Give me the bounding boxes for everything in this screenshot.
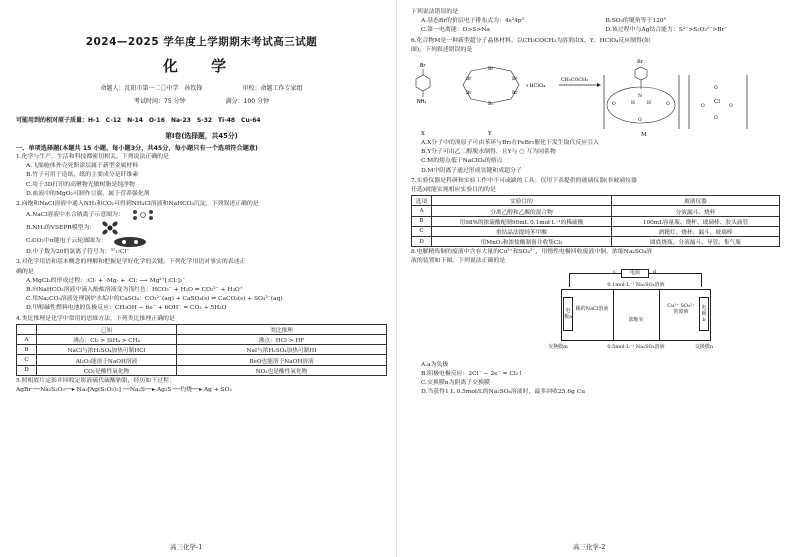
exam-time: 考试时间：75 分钟	[134, 98, 186, 105]
o-label: O	[714, 116, 718, 122]
question-8	[411, 248, 780, 397]
table-cell: 圆底烧瓶、分液漏斗、导管、集气瓶	[612, 236, 780, 246]
h-label: H	[647, 101, 651, 107]
table-header: 类比推理	[177, 324, 387, 334]
right-page	[397, 0, 794, 557]
q8-option-a: A.a为负极	[421, 361, 449, 368]
q8-option-d: D.当获得1 L 0.5mol/L的Na₂SO₄溶液时，最多回收25.6g Cu	[421, 389, 586, 396]
analogy-table	[16, 324, 387, 376]
q8-option-b: B.阳极电极反应：2Cl⁻ − 2e⁻ = Cl₂↑	[421, 370, 524, 377]
q3-option-d: D.甲醇碱性燃料电池的负极反应：CH₃OH − 6e⁻ + 6OH⁻ = CO₂ + 5H₂O	[26, 305, 227, 312]
volume-heading: 第Ⅰ卷(选择题，共45分)	[165, 132, 238, 140]
h-label: H	[631, 101, 635, 107]
table-header: 选项	[412, 196, 432, 206]
table-row	[412, 226, 780, 236]
q4-stem: 4.类比推理是化学中常用的思维方法，下列类比推理正确的是	[16, 315, 175, 322]
table-cell: 100mL容量瓶、烧杯、玻璃棒、胶头滴管	[612, 216, 780, 226]
o-label: O	[612, 102, 616, 108]
question-2	[16, 200, 387, 257]
q5-stem: 5.照相底片定影并回收定影液硫代硫酸钠银，经历如下过程：	[16, 377, 175, 384]
q3-stem: 3.对化学用语和基本概念的理解和把握是学好化学的关键。下列化学用语对事实的表述正	[16, 259, 246, 266]
table-row	[17, 345, 387, 355]
m-br-label: Br	[637, 59, 644, 66]
q3-option-c: C.用Na₂CO₃溶液处理锅炉水垢中的CaSO₄：CO₃²⁻(aq) + CaSO₄(s) ⇌ CaCO₃(s) + SO₄²⁻(aq)	[26, 296, 283, 303]
reaction-scheme	[411, 57, 780, 139]
o-label: Br	[466, 77, 472, 83]
table-row	[17, 355, 387, 365]
x-benzene-ring	[416, 75, 430, 91]
crown-ether-ring	[463, 66, 519, 107]
question-3	[16, 258, 387, 313]
q1-option-c: C.用于3D打印的高聚物光敏树脂是纯净物	[26, 181, 135, 188]
author: 命题人：沈阳市第一二〇中学 孙钦锋	[100, 85, 203, 92]
table-header-row	[412, 196, 780, 206]
o-label: O	[701, 104, 705, 110]
q6-option-c: C.M的熔点低于NaClO₄的熔点	[421, 158, 503, 165]
section-heading: 一、单项选择题(本题共 15 小题，每小题3分，共45分，每小题只有一个选项符合题意)	[16, 145, 258, 152]
cl-label: Cl	[714, 99, 720, 106]
table-row	[412, 236, 780, 246]
table-cell: Al₂O₃能溶于NaOH溶液	[37, 355, 177, 365]
label-x: X	[421, 131, 425, 138]
footer-page-2: 高三化学-2	[573, 543, 606, 551]
q6-option-b: B.Y分子可由乙二醇脱水制得，且Y与 ○ 互为同系物	[421, 149, 556, 156]
time-row	[16, 96, 387, 105]
o-label: Br	[512, 77, 518, 83]
reviewer: 审校：命题工作专家组	[242, 85, 303, 92]
complex-cation	[607, 59, 675, 123]
table-row	[412, 206, 780, 216]
table-row	[17, 365, 387, 375]
q5-options	[411, 17, 780, 35]
table-cell: A	[412, 206, 432, 216]
electrode-b: 电极b	[699, 297, 709, 331]
top-solution-label: 0.1mol·L⁻¹ Na₂SO₄溶液	[607, 281, 665, 288]
table-row	[412, 216, 780, 226]
table-header: 玻璃仪器	[612, 196, 780, 206]
solvent-label: CH₃COCH₃	[561, 78, 589, 84]
table-cell: NO₂也是酸性氧化物	[177, 365, 387, 375]
table-cell: 沸点：Cl₂ > SiH₄ > CH₄	[37, 335, 177, 345]
electrode-a: 电极a	[563, 297, 573, 331]
q5-flow: AgBr ──Na₂S₂O₃──▸ Na₃[Ag(S₂O₃)₂] ──Na₂S──▸ Ag₂S ──灼烧──▸ Ag + SO₂	[16, 386, 232, 393]
q1-option-d: D.血液中的MgO₂可制作豆腐，属于营养强化剂	[26, 190, 150, 197]
perchlorate-anion	[701, 85, 733, 121]
table-header: 实验目的	[432, 196, 612, 206]
q7-stem-cont: 任选)就能实现相应实验目的的是	[411, 187, 496, 194]
table-cell: 用MnO₂和浓盐酸制备并收集Cl₂	[432, 236, 612, 246]
x-nh2-label: NH₂	[417, 99, 427, 106]
o-label: Br	[488, 102, 494, 108]
membrane-n-label: 交换膜n	[694, 343, 714, 350]
table-cell: NaI与浓H₂SO₄加热可制HI	[177, 345, 387, 355]
question-1	[16, 153, 387, 199]
question-6	[411, 37, 780, 176]
q8-stem: 8.电解精炼铜的废液中含有大量的Cu²⁺和SO₄²⁻，用惰性电极回收废液中铜、浓缩Na₂SO₄溶	[411, 249, 652, 256]
pi-bond-cloud-icon	[113, 236, 147, 248]
q2-option-b-text: B.NH₃的VSEPR模型为：	[26, 224, 96, 231]
q5-option-a: A.基态Br的价层电子排布式为：4s²4p⁵	[421, 18, 524, 25]
table-cell: 分液漏斗、烧杯	[612, 206, 780, 216]
experiment-table	[411, 195, 780, 247]
table-cell: C	[412, 226, 432, 236]
table-cell: 沸点：HCl > HF	[177, 335, 387, 345]
table-cell: 重结晶法提纯苯甲酸	[432, 226, 612, 236]
q2-option-c	[16, 235, 387, 248]
o-label: O	[638, 118, 642, 124]
q5-option-d: D.该过程中与Ag结合能力：S²⁻>S₂O₃²⁻>Br⁻	[605, 27, 728, 34]
full-score: 满分：100 分钟	[225, 98, 269, 105]
membrane-m-label: 交换膜m	[548, 343, 568, 350]
power-source: 电源	[621, 269, 649, 278]
label-y: Y	[488, 131, 492, 138]
q2-option-d: D.中子数为20的氯离子符号为：³⁷₁₇Cl⁻	[26, 249, 130, 256]
q3-option-a: A.MgCl₂的形成过程：:Cl· + ·Mg· + ·Cl: ⟶ Mg²⁺[:Cl:]₂⁻	[26, 277, 186, 284]
x-br-label: Br	[420, 63, 426, 70]
q3-option-b: B.向NaHCO₃溶液中滴入酚酞溶液变为浅红色：HCO₃⁻ + H₂O ⇌ CO₃²⁻ + H₃O⁺	[26, 287, 243, 294]
table-cell: 酒精灯、烧杯、漏斗、玻璃棒	[612, 226, 780, 236]
q1-option-b: B.竹子可用于造纸，纸的主要成分是纤维素	[26, 172, 139, 179]
reagent-label: +HClO₄	[525, 83, 546, 90]
o-label: O	[666, 102, 670, 108]
right-chamber-solution: Cu²⁺ SO₄²⁻ 的废液	[667, 302, 695, 315]
q1-stem: 1.化学与生产、生活和科技都密切相关。下列说法正确的是	[16, 154, 169, 160]
q6-option-a: A.X分子中的溴原子可由苯环与Br₂在FeBr₃催化下发生取代反应引入	[421, 140, 599, 147]
q5-option-c: C.第一电离能：O>S>Na	[421, 27, 490, 34]
table-cell: NaCl与浓H₂SO₄加热可制HCl	[37, 345, 177, 355]
table-cell: D	[412, 236, 432, 246]
atomic-masses: 可能用到的相对原子质量：H-1 C-12 N-14 O-16 Na-23 S-32 Ti-48 Cu-64	[16, 117, 261, 124]
bottom-solution-label: 0.5mol·L⁻¹ Na₂SO₄溶液	[607, 343, 665, 350]
q5-option-b: B.SO₃的键角等于120°	[605, 18, 667, 25]
table-cell: 用98%的浓硫酸配制90mL 0.1mol·L⁻¹的稀硫酸	[432, 216, 612, 226]
table-cell: D	[17, 365, 37, 375]
q2-option-a-text: A.NaCl溶液中水合钠离子示意图为：	[26, 211, 124, 218]
q3-stem-cont: 确的是	[16, 268, 34, 275]
terminal-c: c	[613, 268, 616, 275]
table-header: 已知	[37, 324, 177, 334]
reaction-scheme-svg	[411, 57, 780, 139]
electrolysis-diagram	[548, 268, 714, 361]
label-m: M	[641, 132, 647, 139]
terminal-d: d	[653, 268, 657, 275]
q8-option-c: C.交换膜n为阴离子交换膜	[421, 379, 490, 386]
vsepr-model-icon	[101, 221, 119, 235]
q8-stem-cont: 液的装置如下图。下列说法正确的是	[411, 258, 506, 265]
table-header	[17, 324, 37, 334]
q6-option-d: D.M中阴离子通过形成氢键和成超分子	[421, 167, 522, 174]
o-label: O	[714, 86, 718, 92]
table-cell: BeO也能溶于NaOH溶液	[177, 355, 387, 365]
left-chamber-solution: 稀的NaCl溶液	[575, 305, 609, 312]
q1-option-a: A.飞船舱体外壳死斯涂层属于新型金属材料	[26, 163, 139, 170]
o-label: O	[729, 104, 733, 110]
q2-option-a	[16, 209, 387, 221]
o-label: Br	[512, 91, 518, 97]
q6-stem-cont: 图)。下列叙述错误的是	[411, 46, 473, 53]
exam-title: 2024—2025 学年度上学期期末考试高三试题	[85, 36, 318, 48]
q5-cont-stem: 下列说法错误的是	[411, 9, 459, 15]
q7-stem: 7.实验仪器是科研和实验工作中不可或缺的工具。仅用下表提供的玻璃仪器(非玻璃仪器	[411, 177, 637, 184]
hydrated-sodium-icon	[130, 209, 156, 221]
table-cell: A	[17, 335, 37, 345]
question-7	[411, 177, 780, 247]
table-header-row	[17, 324, 387, 334]
table-cell: B	[412, 216, 432, 226]
table-cell: 分离乙醇和乙酸的混合物	[432, 206, 612, 216]
footer-page-1: 高三化学-1	[170, 543, 203, 551]
q2-option-b	[16, 221, 387, 235]
table-cell: B	[17, 345, 37, 355]
subject-title: 化 学	[162, 57, 241, 75]
concentration-chamber: 浓缩室	[628, 316, 644, 323]
o-label: Br	[466, 91, 472, 97]
question-5	[16, 377, 387, 395]
author-row	[16, 83, 387, 92]
question-4	[16, 315, 387, 376]
q2-stem: 2.向饱和NaCl溶液中通入NH₃和CO₂可得到NH₄Cl溶液和NaHCO₃沉淀，下列叙述正确的是	[16, 201, 259, 208]
n-label: N	[638, 94, 642, 100]
table-cell: CO₂是酸性氧化物	[37, 365, 177, 375]
o-label: Br	[488, 67, 494, 73]
table-row	[17, 335, 387, 345]
table-cell: C	[17, 355, 37, 365]
q6-stem: 6.化合物M是一种新型超分子晶体材料，以CH₃COCH₃为溶剂由X、Y、HClO₄反应制得(如	[411, 37, 651, 44]
q2-option-c-text: C.CO₂中π键电子云轮廓图为：	[26, 238, 107, 245]
